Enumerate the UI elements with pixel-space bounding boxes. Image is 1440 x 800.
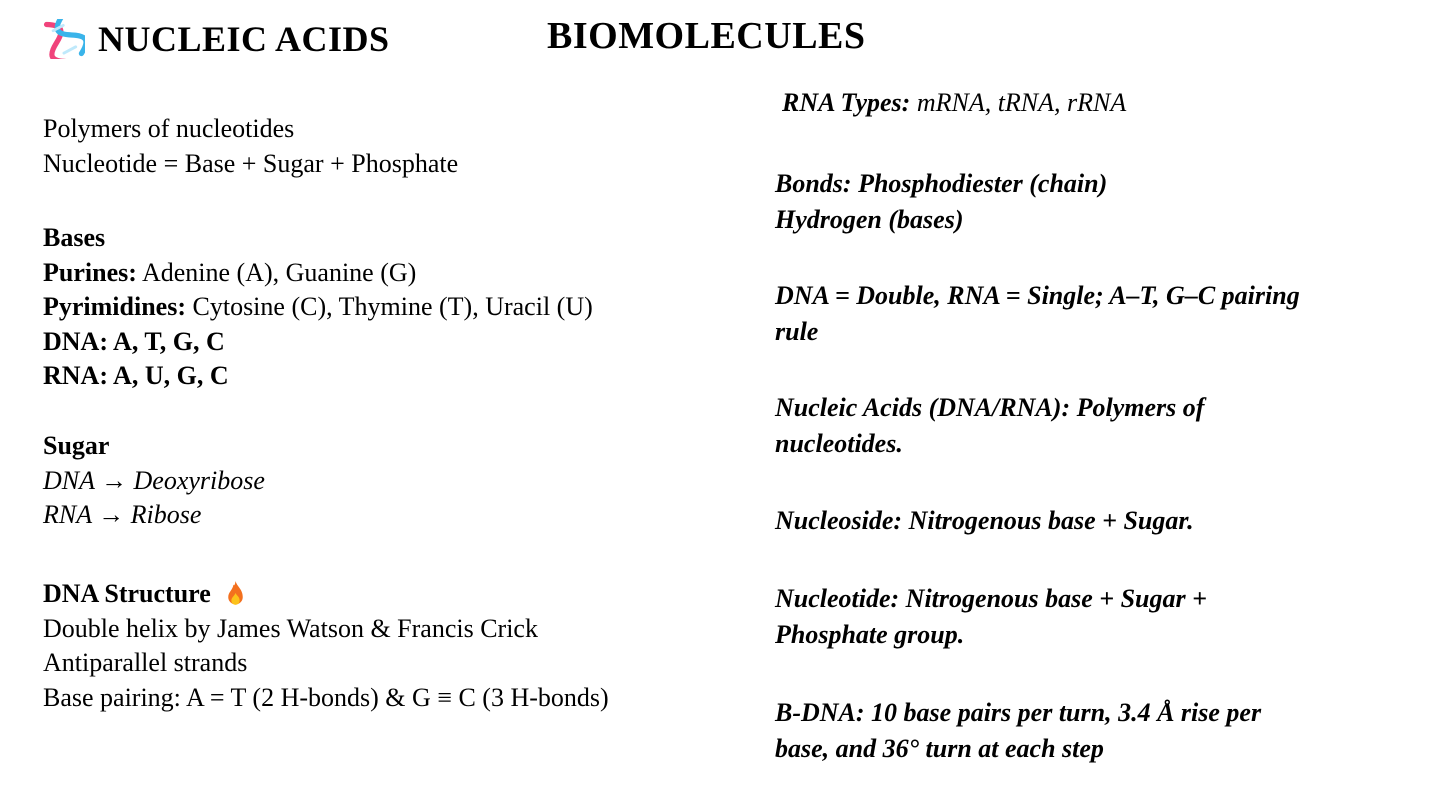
nucleoside-note [775, 503, 1435, 539]
pairing-line: DNA = Double, RNA = Single; A–T, G–C pairing [775, 281, 1300, 310]
dna-structure-section [43, 577, 773, 715]
bases-section [43, 221, 773, 394]
dna-structure-heading-row [43, 577, 773, 612]
rna-types-label: RNA Types: [782, 88, 911, 117]
nucleic-acids-note [775, 390, 1435, 462]
pairing-rule-note [775, 278, 1435, 350]
dna-structure-line: Double helix by James Watson & Francis Crick [43, 613, 538, 643]
page-title: BIOMOLECULES [547, 15, 866, 57]
nucleoside-line: Nucleoside: Nitrogenous base + Sugar. [775, 506, 1194, 535]
pyrimidines-line [43, 290, 773, 325]
sugar-dna-line: DNA → Deoxyribose [43, 465, 265, 495]
b-dna-line: base, and 36° turn at each step [775, 734, 1104, 763]
nucleotide-line: Nucleotide: Nitrogenous base + Sugar + [775, 584, 1207, 613]
left-section-header [43, 18, 390, 60]
fire-icon [223, 580, 248, 609]
dna-bases-line: DNA: A, T, G, C [43, 326, 225, 356]
intro-paragraph [43, 112, 773, 181]
purines-label: Purines: [43, 257, 137, 287]
rna-types-value: mRNA, tRNA, rRNA [916, 88, 1127, 117]
left-section-title: NUCLEIC ACIDS [98, 19, 390, 59]
dna-icon [43, 19, 85, 59]
bonds-note [775, 166, 1435, 238]
bonds-line: Bonds: Phosphodiester (chain) [775, 169, 1108, 198]
rna-bases-line: RNA: A, U, G, C [43, 361, 229, 390]
nucleotide-line: Phosphate group. [775, 620, 965, 649]
bonds-line: Hydrogen (bases) [775, 205, 964, 234]
nucleotide-note [775, 581, 1435, 653]
dna-structure-line: Base pairing: A = T (2 H-bonds) & G ≡ C (3 H-bonds) [43, 682, 609, 712]
pairing-line: rule [775, 317, 819, 346]
pyrimidines-value: Cytosine (C), Thymine (T), Uracil (U) [192, 292, 593, 321]
sugar-heading: Sugar [43, 431, 110, 460]
intro-line: Polymers of nucleotides [43, 114, 295, 143]
b-dna-line: B-DNA: 10 base pairs per turn, 3.4 Å rise per [775, 698, 1262, 727]
dna-structure-line: Antiparallel strands [43, 648, 248, 677]
purines-value: Adenine (A), Guanine (G) [141, 257, 417, 287]
rna-types-line [775, 85, 1435, 121]
b-dna-note [775, 695, 1435, 767]
purines-line [43, 256, 773, 291]
pyrimidines-label: Pyrimidines: [43, 292, 186, 321]
sugar-section [43, 429, 773, 533]
sugar-rna-line: RNA → Ribose [43, 500, 202, 529]
bases-heading: Bases [43, 223, 106, 252]
dna-structure-heading: DNA Structure [43, 579, 211, 608]
nucleic-acids-line: Nucleic Acids (DNA/RNA): Polymers of [775, 393, 1205, 422]
nucleic-acids-line: nucleotides. [775, 429, 903, 458]
intro-line: Nucleotide = Base + Sugar + Phosphate [43, 148, 459, 178]
